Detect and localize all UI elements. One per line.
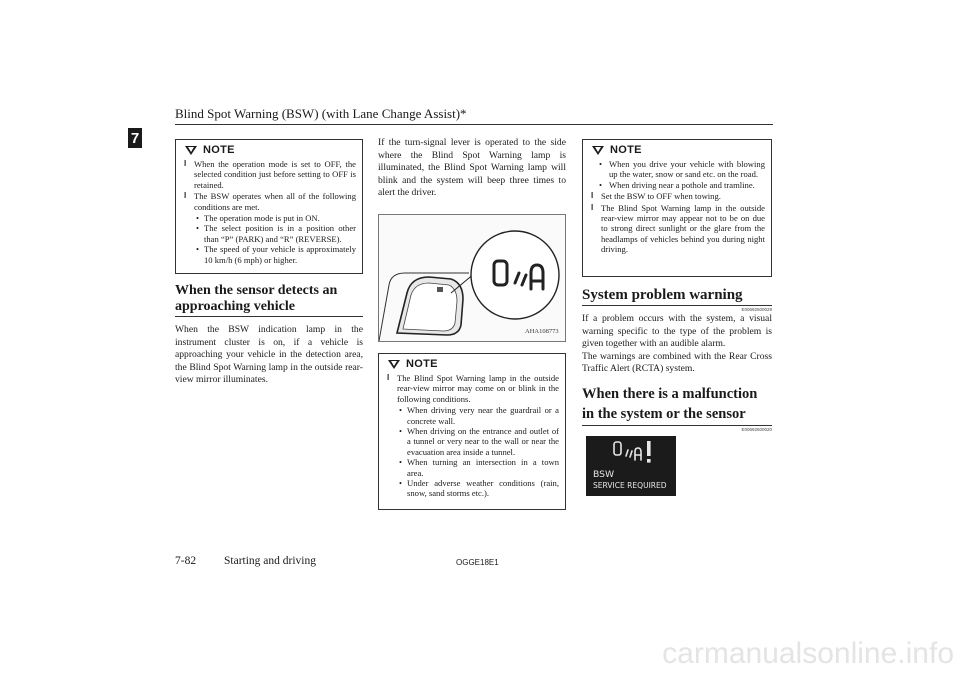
section-rule: [582, 305, 772, 306]
note-subitem: • The operation mode is put in ON.: [194, 213, 356, 223]
note-subitem: • When driving near a pothole and tramline.: [591, 180, 765, 190]
mirror-figure: [378, 214, 566, 342]
note-item: l Set the BSW to OFF when towing.: [591, 191, 765, 201]
note-subitem: • The speed of your vehicle is approximately 10 km/h (6 mph) or higher.: [194, 244, 356, 265]
header-rule: [175, 124, 773, 125]
note-subitem: • When driving on the entrance and outlet of a tunnel or very near to the wall or near the evacuation area inside a tunnel.: [397, 426, 559, 457]
note-header: [184, 144, 356, 156]
note-item: l The BSW operates when all of the following conditions are met. • The operation mode is put in ON. • The select position is in a position other than “P” (PARK) and “R” (REVERSE). • The speed of your vehicle is approximately 10 km/h (6 mph) or higher.: [184, 191, 356, 265]
section-paragraph: If a problem occurs with the system, a visual warning specific to the type of the problem is given together with an audible alarm.: [582, 313, 772, 350]
footer-page-number: 7-82: [175, 555, 197, 567]
note-box-3: [582, 139, 772, 277]
note-subitem: • When driving very near the guardrail or a concrete wall.: [397, 405, 559, 426]
note-header: [591, 144, 765, 156]
note-item: l When the operation mode is set to OFF, the selected condition just before setting to OFF is retained.: [184, 159, 356, 190]
note-subitem: • The select position is in a position other than “P” (PARK) and “R” (REVERSE).: [194, 223, 356, 244]
mirror-illustration: [379, 215, 565, 341]
turn-signal-paragraph: If the turn-signal lever is operated to the side where the Blind Spot Warning lamp is illuminated, the Blind Spot Warning lamp will blink and the system will beep three times to alert the driver.: [378, 137, 566, 199]
note-icon: [184, 144, 198, 156]
note-label: NOTE: [610, 143, 642, 156]
section-rule: [175, 316, 363, 317]
note-subitem: • Under adverse weather conditions (rain, snow, sand storms etc.).: [397, 478, 559, 499]
bsw-warning-icon: [586, 436, 676, 470]
section-body: When the BSW indication lamp in the instrument cluster is on, if a vehicle is approaching your vehicle in the detection area, the Blind Spot Warning lamp in the outside rear-view mirror illuminates.: [175, 324, 363, 386]
bsw-service-display: [586, 436, 676, 496]
section-system-problem: [582, 287, 772, 376]
note-icon: [591, 144, 605, 156]
note-item: l The Blind Spot Warning lamp in the outside rear-view mirror may appear not to be on due to strong direct sunlight or the glare from the headlamps of vehicles behind you during night driving.: [591, 203, 765, 255]
footer-section-name: Starting and driving: [224, 555, 316, 567]
section-malfunction: [582, 384, 772, 432]
section-approaching: [175, 283, 363, 387]
section-heading: When there is a malfunction in the system or the sensor: [582, 386, 758, 422]
display-line-2: SERVICE REQUIRED: [593, 480, 667, 490]
figure-code: AHA108773: [525, 328, 559, 335]
chapter-tab: 7: [128, 128, 142, 148]
section-paragraph: The warnings are combined with the Rear Cross Traffic Alert (RCTA) system.: [582, 350, 772, 375]
note-box-1: [175, 139, 363, 274]
note-subitem: • When you drive your vehicle with blowing up the water, snow or sand etc. on the road.: [591, 159, 765, 180]
note-icon: [387, 358, 401, 370]
note-subitem: • When turning an intersection in a town area.: [397, 457, 559, 478]
display-line-1: BSW: [593, 469, 615, 480]
note-label: NOTE: [406, 357, 438, 370]
footer-doc-code: OGGE18E1: [456, 558, 499, 567]
watermark: carmanualsonline.info: [662, 637, 954, 670]
page-header-title: Blind Spot Warning (BSW) (with Lane Change Assist)*: [175, 106, 467, 121]
section-heading: When the sensor detects an approaching vehicle: [175, 283, 338, 314]
note-box-2: [378, 353, 566, 510]
note-label: NOTE: [203, 143, 235, 156]
section-rule: [582, 425, 772, 426]
note-item: l The Blind Spot Warning lamp in the outside rear-view mirror may come on or blink in the following conditions. • When driving very near the guardrail or a concrete wall. • When driving on the entrance and outlet of a tunnel or very near to the wall or near the evacuation area inside a tunnel. • When turning an intersection in a town area. • Under adverse weather conditions (rain, snow, sand storms etc.).: [387, 373, 559, 499]
section-code: E00692500029: [741, 307, 772, 312]
note-header: [387, 358, 559, 370]
section-code: E00692600020: [741, 427, 772, 432]
section-heading: System problem warning: [582, 287, 743, 303]
